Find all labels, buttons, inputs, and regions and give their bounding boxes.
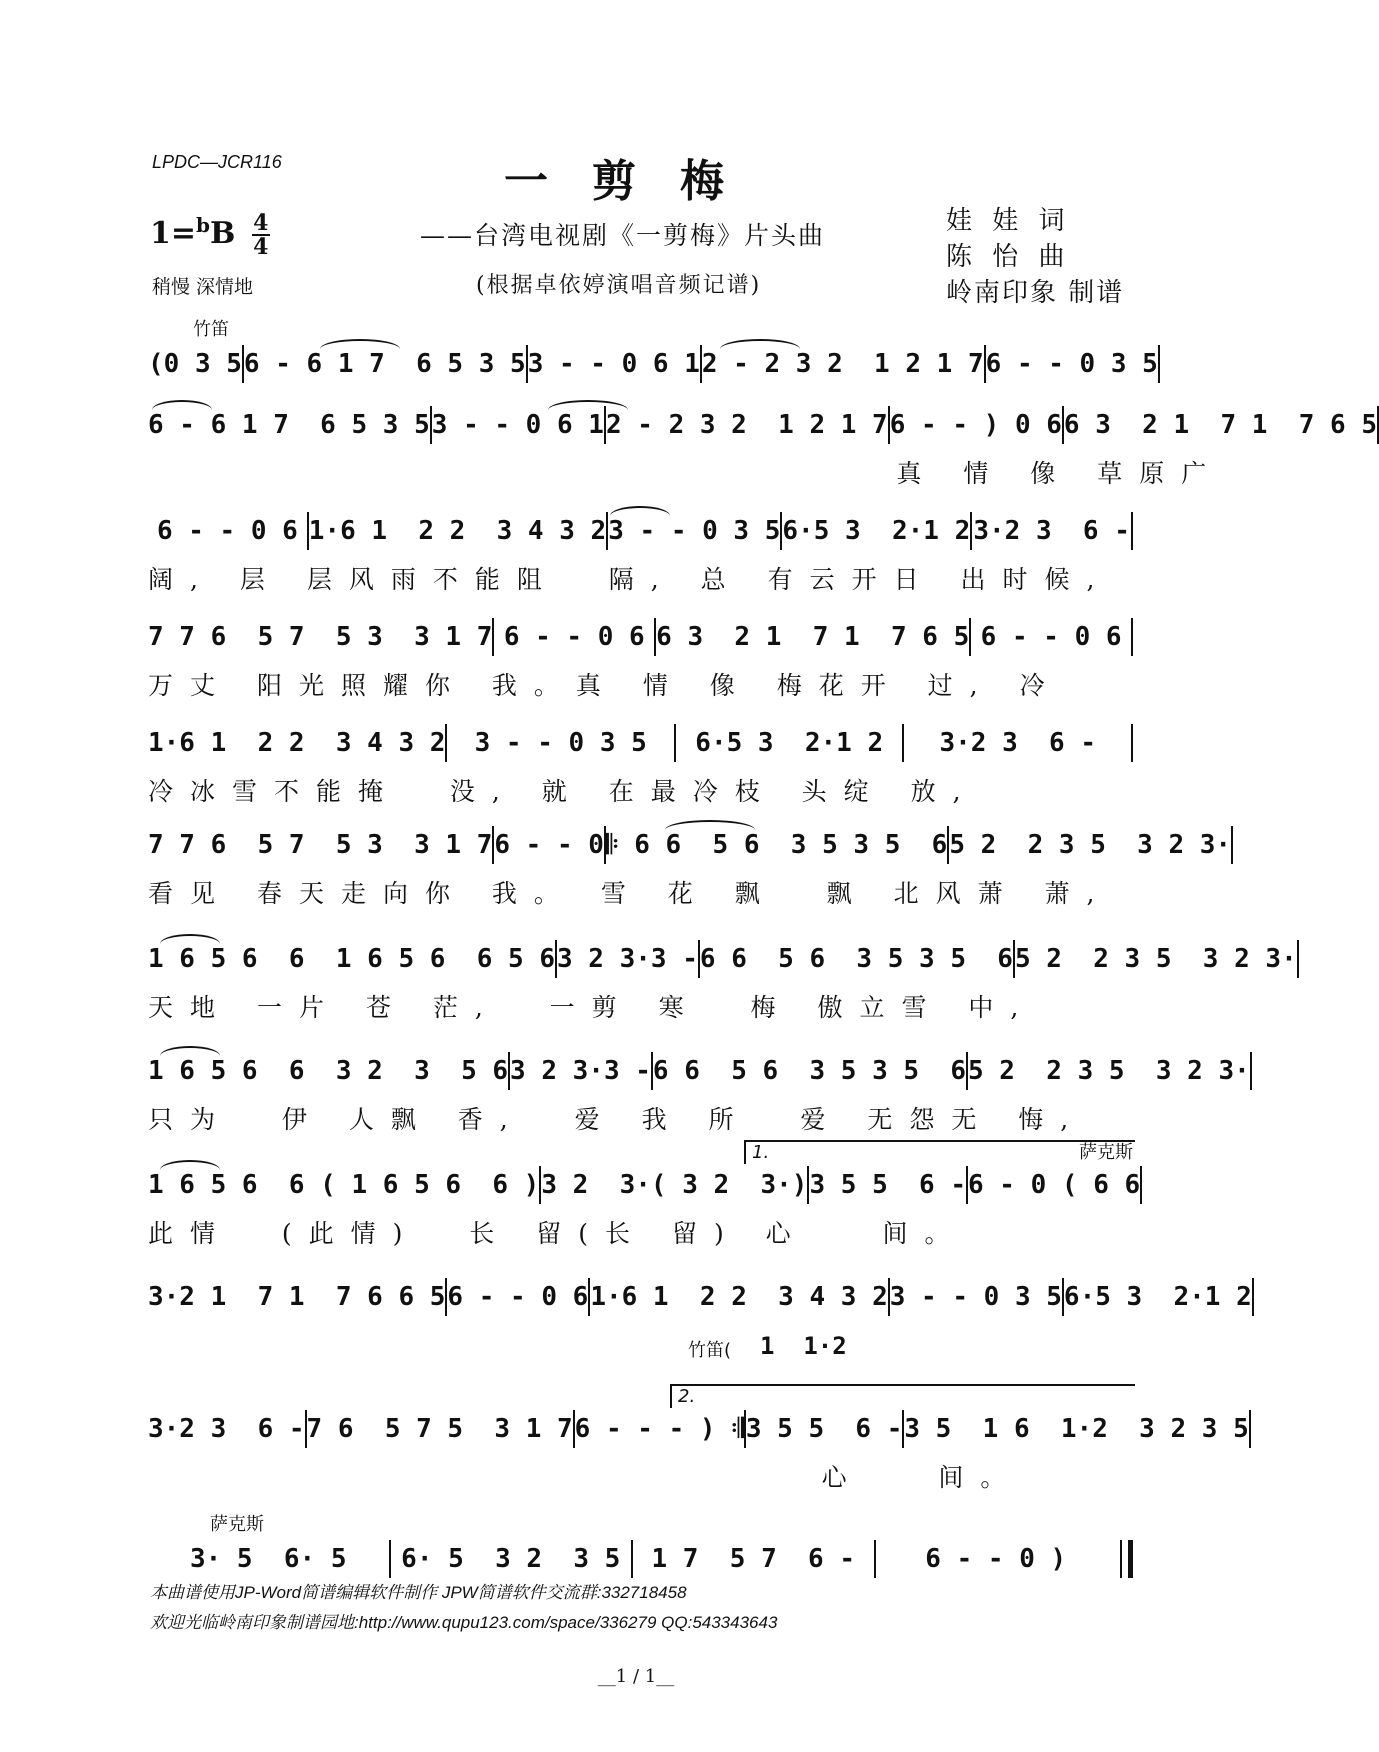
notes-row xyxy=(148,724,1133,762)
footer-line-2: 欢迎光临岭南印象制谱园地:http://www.qupu123.com/space/336279 QQ:543343643 xyxy=(150,1613,778,1632)
key-signature xyxy=(150,212,270,258)
composer-credit: 陈 怡 曲 xyxy=(946,242,1071,272)
measure: 1 6 5 6 6 1 6 5 6 6 5 6 xyxy=(148,944,555,974)
measure: 6 3 2 1 7 1 7 6 5 xyxy=(1063,410,1377,440)
barline xyxy=(1231,826,1233,864)
slur-mark xyxy=(160,1046,220,1056)
instrument-label: 萨克斯 xyxy=(210,1514,264,1535)
measure: 6 - - 0 3 5 xyxy=(985,349,1158,379)
notes-row xyxy=(148,940,1297,978)
measure: 1 6 5 6 6 3 2 3 5 6 xyxy=(148,1056,509,1086)
measure: 6 - - 0 6 xyxy=(156,516,298,546)
score-code: LPDC—JCR116 xyxy=(152,152,282,172)
notes-row xyxy=(148,1166,1141,1204)
instrument-label: 萨克斯 xyxy=(1079,1142,1133,1163)
measure: 5 2 2 3 5 3 2 3· xyxy=(949,830,1232,860)
measure: 3·2 3 6 - xyxy=(973,516,1130,546)
measure: 6·5 3 2·1 2 xyxy=(782,516,971,546)
measure: 3 - - 0 6 1 xyxy=(431,410,604,440)
volta-label: 2. xyxy=(678,1386,696,1407)
measure: 6·5 3 2·1 2 xyxy=(1063,1282,1252,1312)
measure: 1·6 1 2 2 3 4 3 2 xyxy=(148,728,446,758)
pickup-notes: 1 1·2 xyxy=(760,1332,847,1360)
measure: 3 2 3·( 3 2 3·) xyxy=(541,1170,808,1200)
lyrics-line: 看见 春天走向你 我。 雪 花 飘 飘 北风萧 萧, xyxy=(148,879,1112,908)
barline xyxy=(1297,940,1299,978)
measure: 6 - - 0 xyxy=(494,830,604,860)
barline xyxy=(1252,1278,1254,1316)
page-number: __1 / 1__ xyxy=(597,1666,675,1687)
notes-row xyxy=(148,1278,1252,1316)
measure: 7 7 6 5 7 5 3 3 1 7 xyxy=(148,830,493,860)
measure: 1 7 5 7 6 - xyxy=(651,1544,855,1574)
slur-mark xyxy=(152,400,212,410)
notes-row xyxy=(148,826,1232,864)
notes-row xyxy=(148,1540,1133,1578)
measure: 3 - - 0 3 5 xyxy=(608,516,781,546)
lyricist-credit: 娃 娃 词 xyxy=(946,206,1071,236)
barline xyxy=(1131,512,1133,550)
measure: 6 3 2 1 7 1 7 6 5 xyxy=(656,622,970,652)
measure: 3 5 1 6 1·2 3 2 3 5 xyxy=(904,1414,1249,1444)
measure: 3 - - 0 6 1 xyxy=(527,349,700,379)
notes-row xyxy=(148,618,1133,656)
barline xyxy=(1249,1410,1251,1448)
measure: 6 - - ) 0 6 xyxy=(889,410,1062,440)
volta-bracket xyxy=(744,1140,1135,1164)
notes-row xyxy=(148,1410,1249,1448)
slur-mark xyxy=(610,506,670,516)
source-note: (根据卓依婷演唱音频记谱) xyxy=(476,273,762,298)
measure: 6 - - 0 6 xyxy=(447,1282,589,1312)
measure: 6 - - 0 6 xyxy=(503,622,645,652)
measure: 6 - - - ) 𝄇 xyxy=(574,1413,744,1444)
lyrics-line: 冷冰雪不能掩 没, 就 在最冷枝 头绽 放, xyxy=(148,777,978,806)
lyrics-line: 阔, 层 层风雨不能阻 隔, 总 有云开日 出时候, xyxy=(148,565,1112,594)
measure: 1 6 5 6 6 ( 1 6 5 6 6 ) xyxy=(148,1170,540,1200)
measure: 7 7 6 5 7 5 3 3 1 7 xyxy=(148,622,493,652)
measure: 3 2 3·3 - xyxy=(557,944,698,974)
subtitle: ——台湾电视剧《一剪梅》片头曲 xyxy=(420,221,826,250)
lyrics-line: 只为 伊 人飘 香, 爱 我 所 爱 无怨无 悔, xyxy=(148,1105,1086,1134)
flat-sign: b xyxy=(196,213,210,237)
slur-mark xyxy=(160,1160,220,1170)
measure: 3 - - 0 3 5 xyxy=(889,1282,1062,1312)
final-barline xyxy=(1120,1540,1133,1578)
barline xyxy=(1140,1166,1142,1204)
measure: 7 6 5 7 5 3 1 7 xyxy=(306,1414,573,1444)
lyrics-line: 心 间。 xyxy=(148,1463,1023,1492)
notes-row xyxy=(148,406,1377,444)
measure: 3 - - 0 3 5 xyxy=(474,728,647,758)
notes-row xyxy=(148,345,1158,383)
barline xyxy=(1250,1052,1252,1090)
measure: 6·5 3 2·1 2 xyxy=(695,728,884,758)
slur-mark xyxy=(548,400,628,410)
lyrics-line: 真 情 像 草原广 xyxy=(148,459,1224,488)
measure: 1·6 1 2 2 3 4 3 2 xyxy=(308,516,607,546)
measure: 6 6 5 6 3 5 3 5 6 xyxy=(652,1056,966,1086)
lyrics-line: 天地 一片 苍 茫, 一剪 寒 梅 傲立雪 中, xyxy=(148,993,1036,1022)
measure: 3·2 3 6 - xyxy=(148,1414,305,1444)
measure: (0 3 5 xyxy=(148,349,242,379)
measure: 3·2 3 6 - xyxy=(939,728,1097,758)
slur-mark xyxy=(665,820,755,830)
barline xyxy=(1131,724,1133,762)
measure: 6 - 6 1 7 6 5 3 5 xyxy=(148,410,430,440)
measure: 𝄆 6 6 5 6 3 5 3 5 6 xyxy=(605,829,948,860)
lyrics-line: 万丈 阳光照耀你 我。真 情 像 梅花开 过, 冷 xyxy=(148,671,1062,700)
engraver-credit: 岭南印象 制谱 xyxy=(946,278,1125,308)
instrument-label: 竹笛( xyxy=(688,1340,732,1361)
time-signature xyxy=(252,212,270,258)
measure: 2 - 2 3 2 1 2 1 7 xyxy=(701,349,984,379)
measure: 6 6 5 6 3 5 3 5 6 xyxy=(699,944,1013,974)
notes-row xyxy=(148,512,1133,550)
measure: 3 5 5 6 - xyxy=(809,1170,966,1200)
measure: 6 - - 0 6 xyxy=(980,622,1122,652)
measure: 5 2 2 3 5 3 2 3· xyxy=(1014,944,1297,974)
measure: 3 5 5 6 - xyxy=(745,1414,903,1444)
measure: 3· 5 6· 5 xyxy=(189,1544,347,1574)
volta-bracket xyxy=(670,1384,1135,1408)
slur-mark xyxy=(320,339,400,349)
measure: 3 2 3·3 - xyxy=(510,1056,651,1086)
lyrics-line: 此情 (此情) 长 留(长 留) 心 间。 xyxy=(148,1219,967,1248)
slur-mark xyxy=(160,934,220,944)
measure: 6· 5 3 2 3 5 xyxy=(401,1544,621,1574)
measure: 5 2 2 3 5 3 2 3· xyxy=(968,1056,1250,1086)
footer-line-1: 本曲谱使用JP-Word简谱编辑软件制作 JPW简谱软件交流群:332718458 xyxy=(150,1583,687,1602)
barline xyxy=(1158,345,1160,383)
time-top: 4 xyxy=(253,210,269,236)
instrument-label: 竹笛 xyxy=(193,319,229,340)
time-bottom: 4 xyxy=(253,234,269,260)
barline xyxy=(1131,618,1133,656)
slur-mark xyxy=(720,339,800,349)
measure: 1·6 1 2 2 3 4 3 2 xyxy=(590,1282,888,1312)
measure: 3·2 1 7 1 7 6 6 5 xyxy=(148,1282,446,1312)
key-note: B xyxy=(210,216,236,251)
measure: 2 - 2 3 2 1 2 1 7 xyxy=(605,410,888,440)
measure: 6 - 6 1 7 6 5 3 5 xyxy=(243,349,526,379)
page-title: 一剪梅 xyxy=(504,156,768,207)
tempo-marking: 稍慢 深情地 xyxy=(152,276,254,298)
measure: 6 - 0 ( 6 6 xyxy=(968,1170,1141,1200)
volta-label: 1. xyxy=(752,1142,770,1163)
notes-row xyxy=(148,1052,1250,1090)
measure: 6 - - 0 ) xyxy=(925,1544,1067,1574)
key-prefix: 1= xyxy=(150,216,197,251)
